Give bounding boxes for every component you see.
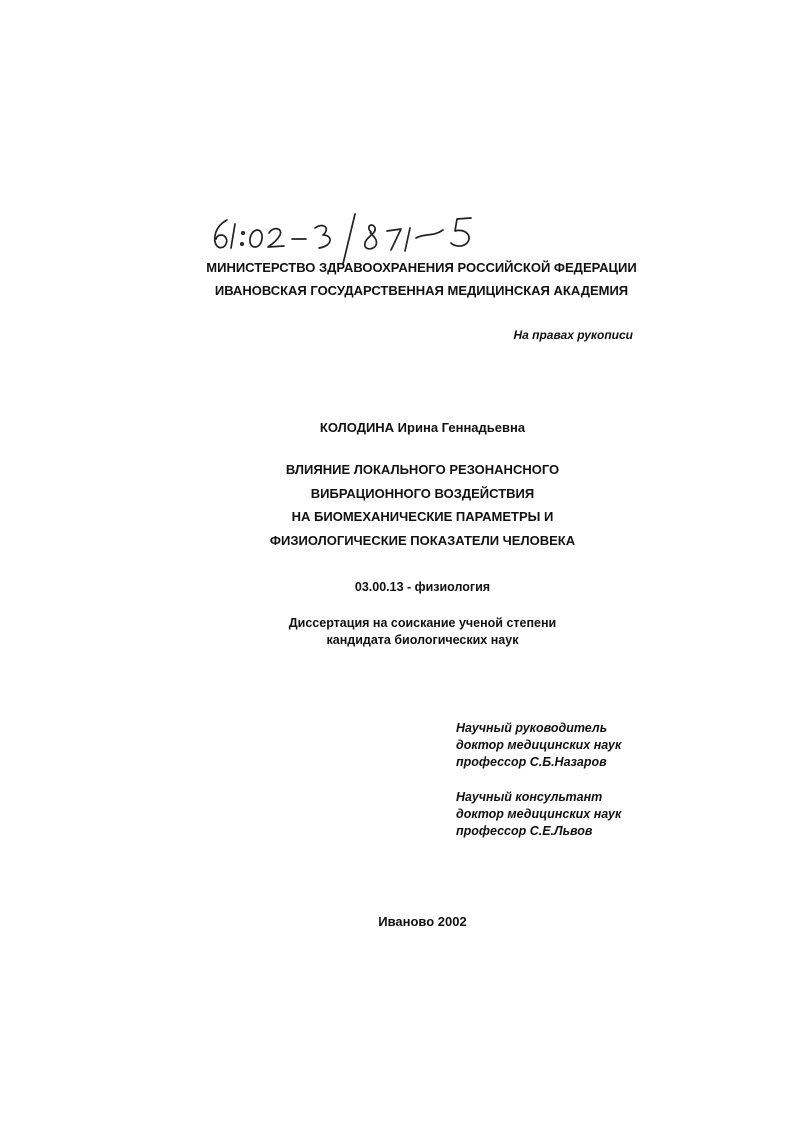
title-line-2: ВИБРАЦИОННОГО ВОЗДЕЙСТВИЯ [310, 485, 535, 501]
dissertation-line-1: Диссертация на соискание ученой степени [288, 616, 557, 630]
title-line-4: ФИЗИОЛОГИЧЕСКИЕ ПОКАЗАТЕЛИ ЧЕЛОВЕКА [269, 532, 576, 548]
specialty-code: 03.00.13 - физиология [354, 580, 491, 594]
consultant-name: профессор С.Е.Львов [456, 824, 593, 838]
consultant-degree: доктор медицинских наук [456, 807, 622, 821]
thesis-title [25, 458, 795, 552]
academy-name: ИВАНОВСКАЯ ГОСУДАРСТВЕННАЯ МЕДИЦИНСКАЯ АКАДЕМИЯ [214, 283, 629, 298]
manuscript-note: На правах рукописи [513, 328, 633, 342]
supervisor-name: профессор С.Б.Назаров [456, 755, 607, 769]
consultant-block [456, 789, 621, 840]
title-line-1: ВЛИЯНИЕ ЛОКАЛЬНОГО РЕЗОНАНСНОГО [285, 462, 560, 477]
title-line-3: НА БИОМЕХАНИЧЕСКИЕ ПАРАМЕТРЫ И [291, 509, 554, 524]
dissertation-line-2: кандидата биологических наук [326, 633, 519, 647]
dissertation-statement [25, 615, 795, 649]
ministry-name: МИНИСТЕРСТВО ЗДРАВООХРАНЕНИЯ РОССИЙСКОЙ ФЕДЕРАЦИИ [206, 260, 637, 275]
advisors-block [456, 720, 621, 858]
supervisor-degree: доктор медицинских наук [456, 738, 622, 752]
city-year: Иваново 2002 [378, 914, 467, 929]
author-name: КОЛОДИНА Ирина Геннадьевна [319, 420, 526, 435]
header [24, 256, 795, 302]
supervisor-role: Научный руководитель [456, 721, 608, 735]
supervisor-block [456, 720, 621, 771]
consultant-role: Научный консультант [456, 790, 603, 804]
